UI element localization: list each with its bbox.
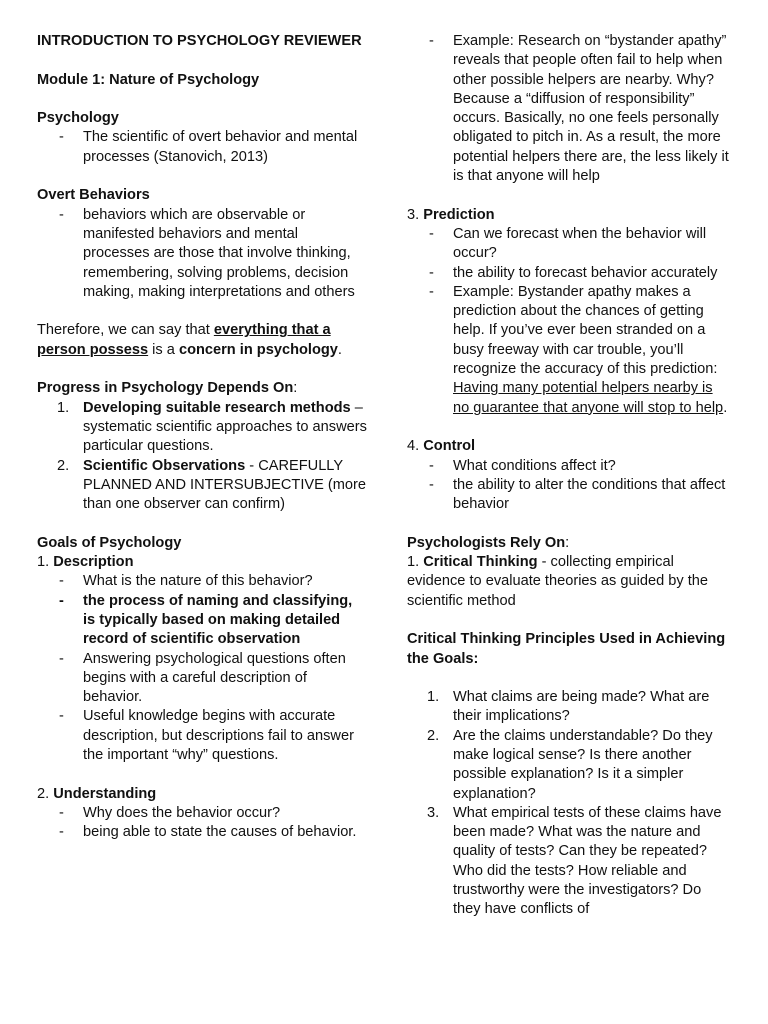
critical-thinking-label: Critical Thinking (423, 554, 538, 571)
description-bullet-text: What is the nature of this behavior? (83, 573, 313, 590)
therefore-end: . (337, 341, 342, 358)
description-bullet (37, 572, 367, 591)
rely-heading (407, 534, 732, 553)
control-bullet (407, 476, 732, 515)
control-heading (407, 437, 732, 456)
item-number: 1. (57, 399, 70, 416)
item-number: 3. (427, 804, 440, 821)
right-column (407, 32, 732, 920)
understanding-label: Understanding (53, 785, 157, 802)
dash-marker: - (59, 573, 64, 590)
description-bullet-text: the process of naming and classifying, is typically based on making detailed record of scientific observation (83, 592, 353, 648)
principle-item (407, 727, 732, 804)
progress-item-text: – systematic scientific approaches to answers particular questions. (83, 399, 367, 455)
dash-marker: - (429, 476, 434, 493)
dash-marker: - (59, 206, 64, 223)
understanding-bullet-text: being able to state the causes of behavior. (83, 824, 357, 841)
progress-heading (37, 379, 367, 398)
principle-text: What empirical tests of these claims have been made? What was the nature and quality of tests? Can they be repeated? Who did the tests? How reliable and trustworthy were the investigators? Do they have conflicts of (453, 804, 722, 918)
progress-heading-colon: : (293, 380, 298, 397)
dash-marker: - (429, 457, 434, 474)
psychology-definition: The scientific of overt behavior and mental processes (Stanovich, 2013) (83, 129, 358, 165)
understanding-heading (37, 785, 367, 804)
dash-marker: - (429, 264, 434, 281)
prediction-bullet-text: the ability to forecast behavior accurately (453, 264, 718, 281)
description-bullet (37, 707, 367, 765)
control-number: 4. (407, 438, 424, 455)
critical-thinking-number: 1. (407, 554, 424, 571)
prediction-bullet-text: Can we forecast when the behavior will occur? (453, 225, 707, 262)
description-bullet (37, 592, 367, 650)
progress-item (37, 399, 367, 457)
dash-marker: - (429, 225, 434, 242)
therefore-emphasis: everything that a person possess (37, 322, 331, 358)
prediction-example-end: . (723, 399, 728, 416)
overt-behaviors-bullet (37, 206, 367, 302)
prediction-example-text: Example: Bystander apathy makes a prediction about the chances of getting help. If you’ve ever been stranded on a busy freeway with car trouble, you’ll recognize the accuracy of this prediction: (453, 283, 718, 378)
rely-heading-colon: : (565, 534, 570, 551)
document-title: INTRODUCTION TO PSYCHOLOGY REVIEWER (37, 33, 362, 49)
dash-marker: - (59, 129, 64, 146)
psychology-heading: Psychology (37, 110, 119, 127)
description-bullet-text: Useful knowledge begins with accurate description, but descriptions fail to answer the important “why” questions. (83, 708, 354, 763)
item-number: 1. (427, 689, 440, 706)
therefore-paragraph (37, 321, 367, 360)
understanding-bullet (37, 804, 367, 823)
principle-item (407, 804, 732, 920)
description-bullet-text: Answering psychological questions often begins with a careful description of behavior. (83, 650, 346, 706)
prediction-bullet (407, 264, 732, 283)
control-bullet (407, 457, 732, 476)
item-number: 2. (57, 457, 70, 474)
understanding-bullet-text: Why does the behavior occur? (83, 804, 281, 821)
left-column (37, 32, 367, 842)
progress-item (37, 457, 367, 515)
therefore-lead: Therefore, we can say that (37, 322, 214, 339)
rely-heading-text: Psychologists Rely On (407, 534, 566, 551)
dash-marker: - (59, 804, 64, 821)
dash-marker: - (59, 592, 64, 609)
principle-text: Are the claims understandable? Do they make logical sense? Is there another possible explanation? Is it a simpler explanation? (453, 727, 713, 802)
understanding-number: 2. (37, 785, 54, 802)
description-label: Description (53, 554, 134, 571)
principle-text: What claims are being made? What are their implications? (453, 689, 710, 725)
prediction-number: 3. (407, 206, 424, 223)
therefore-bold: concern in psychology (178, 341, 338, 358)
overt-behaviors-definition: behaviors which are observable or manifested behaviors and mental processes are those that involve thinking, remembering, solving problems, decision making, making interpretations and others (83, 206, 355, 300)
dash-marker: - (59, 650, 64, 667)
control-bullet-text: What conditions affect it? (453, 457, 616, 474)
therefore-mid: is a (148, 341, 179, 358)
dash-marker: - (429, 283, 434, 300)
principle-item (407, 688, 732, 727)
control-bullet-text: the ability to alter the conditions that affect behavior (453, 476, 726, 513)
goals-heading: Goals of Psychology (37, 534, 182, 551)
critical-thinking-text: - collecting empirical evidence to evaluate theories as guided by the scientific method (407, 554, 709, 609)
understanding-example (407, 32, 732, 186)
description-number: 1. (37, 554, 54, 571)
description-heading (37, 553, 367, 572)
prediction-example (407, 283, 732, 418)
progress-item-bold: Scientific Observations (83, 457, 246, 474)
module-heading: Module 1: Nature of Psychology (37, 71, 260, 88)
control-label: Control (423, 438, 476, 455)
progress-item-bold: Developing suitable research methods (83, 399, 351, 416)
overt-behaviors-heading: Overt Behaviors (37, 187, 150, 204)
description-bullet (37, 650, 367, 708)
prediction-heading (407, 206, 732, 225)
dash-marker: - (429, 33, 434, 49)
prediction-example-underlined: Having many potential helpers nearby is no guarantee that anyone will stop to help (453, 380, 724, 416)
dash-marker: - (59, 708, 64, 725)
psychology-bullet (37, 128, 367, 167)
prediction-bullet (407, 225, 732, 264)
progress-item-text: - CAREFULLY PLANNED AND INTERSUBJECTIVE (more than one observer can confirm) (83, 457, 367, 513)
progress-heading-text: Progress in Psychology Depends On (37, 380, 294, 397)
item-number: 2. (427, 727, 440, 744)
critical-thinking-paragraph (407, 553, 732, 611)
prediction-label: Prediction (423, 206, 495, 223)
understanding-bullet (37, 823, 367, 842)
understanding-example-text: Example: Research on “bystander apathy” reveals that people often fail to help when other possible helpers are nearby. Why? Because a “diffusion of responsibility” occurs. Basically, no one feels personally obligated to pitch in. As a result, the more potential helpers there are, the less likely it is that anyone will help (453, 33, 729, 185)
dash-marker: - (59, 824, 64, 841)
principles-heading: Critical Thinking Principles Used in Achieving the Goals: (407, 631, 726, 667)
